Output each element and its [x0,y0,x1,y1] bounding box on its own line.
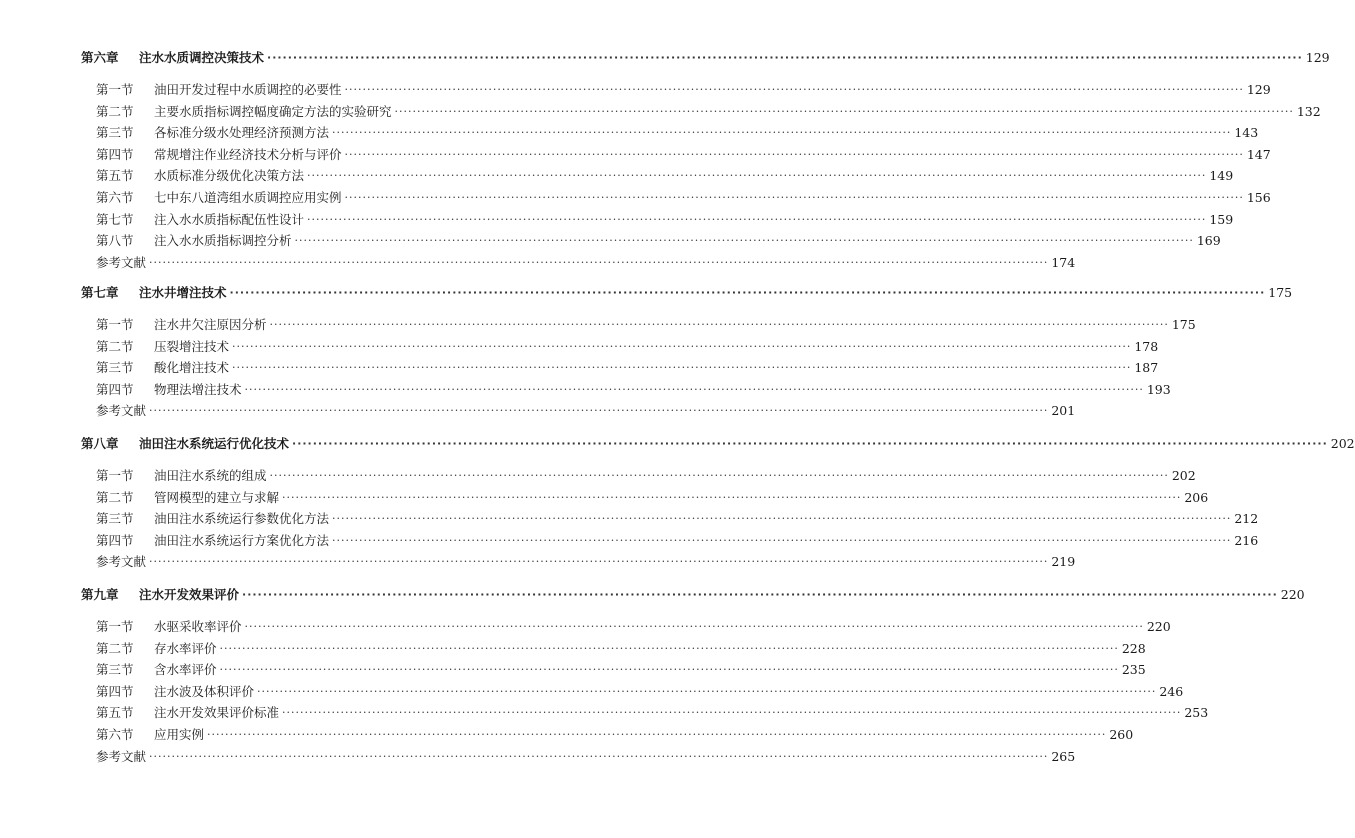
section-entry[interactable] [0,615,1171,635]
section-title: 各标准分级水处理经济预测方法 [154,125,330,141]
chapter-heading[interactable] [0,281,1293,301]
section-entry[interactable] [0,164,1234,184]
leader-dots: ········································································································································································································ [307,212,1207,226]
section-title: 注水开发效果评价标准 [154,705,280,721]
references-entry[interactable] [0,399,1076,419]
page-number: 143 [1234,125,1259,141]
page-number: 219 [1051,554,1076,570]
leader-dots: ········································································································································································································ [282,490,1182,504]
section-entry[interactable] [0,529,1259,549]
section-number: 第二节 [96,489,134,505]
page-number: 220 [1280,587,1305,602]
section-entry[interactable] [0,100,1321,120]
leader-dots: ········································································································································································································ [269,318,1169,331]
section-entry[interactable] [0,637,1146,657]
section-entry[interactable] [0,313,1196,333]
page-number: 246 [1159,683,1184,699]
page-number: 202 [1171,468,1196,483]
section-title: 主要水质指标调控幅度确定方法的实验研究 [154,103,392,119]
section-title: 常规增注作业经济技术分析与评价 [154,146,342,162]
section-title: 油田注水系统运行方案优化方法 [154,532,330,548]
section-number: 第三节 [96,662,134,678]
section-number: 第六节 [96,727,134,742]
page-number: 216 [1234,532,1259,548]
section-title: 酸化增注技术 [154,360,230,376]
section-number: 第八节 [96,233,134,249]
section-entry[interactable] [0,208,1234,228]
leader-dots: ········································································································································································································ [332,533,1232,547]
page-number: 175 [1171,317,1196,332]
section-entry[interactable] [0,680,1184,700]
section-entry[interactable] [0,335,1159,355]
section-entry[interactable] [0,464,1196,484]
page-number: 174 [1051,254,1076,270]
page-number: 169 [1196,233,1221,249]
references-entry[interactable] [0,745,1076,765]
leader-dots: ········································································································································································································ [257,684,1157,698]
section-title: 应用实例 [154,727,205,742]
section-number: 第三节 [96,360,134,376]
section-title: 注入水水质指标调控分析 [154,233,292,249]
references-entry[interactable] [0,550,1076,570]
page-number: 129 [1305,50,1330,65]
section-number: 第五节 [96,168,134,184]
section-number: 第一节 [96,317,134,332]
section-title: 水驱采收率评价 [154,619,242,634]
chapter-heading[interactable] [0,583,1305,603]
leader-dots: ········································································································································································································ [307,169,1207,183]
page-number: 201 [1051,403,1076,419]
leader-dots: ········································································································································································································ [219,641,1119,655]
section-entry[interactable] [0,229,1221,249]
page-number: 175 [1268,285,1293,300]
page-number: 265 [1051,748,1076,764]
leader-dots: ········································································································································································································ [344,147,1244,161]
section-title: 注水波及体积评价 [154,683,255,699]
leader-dots: ········································································································································································································ [149,555,1049,569]
section-number: 第二节 [96,103,134,119]
chapter-title: 注水井增注技术 [139,285,227,300]
page-number: 235 [1121,662,1146,678]
section-title: 物理法增注技术 [154,381,242,397]
leader-dots: ········································································································································································································ [242,588,1278,601]
page-number: 202 [1330,436,1355,451]
leader-dots: ········································································································································································································ [244,620,1144,633]
section-number: 第四节 [96,683,134,699]
section-entry[interactable] [0,78,1271,98]
section-number: 第一节 [96,619,134,634]
section-number: 第一节 [96,82,134,97]
leader-dots: ········································································································································································································ [344,191,1244,204]
leader-dots: ········································································································································································································ [332,126,1232,140]
page-number: 206 [1184,489,1209,505]
leader-dots: ········································································································································································································ [149,255,1049,269]
page-number: 187 [1134,360,1159,376]
section-number: 第四节 [96,532,134,548]
section-entry[interactable] [0,121,1259,141]
section-title: 油田开发过程中水质调控的必要性 [154,82,342,97]
page-number: 147 [1246,146,1271,162]
references-entry[interactable] [0,251,1076,271]
leader-dots: ········································································································································································································ [229,286,1266,299]
leader-dots: ········································································································································································································ [269,469,1169,482]
section-entry[interactable] [0,658,1146,678]
leader-dots: ········································································································································································································ [149,749,1049,763]
section-title: 注水井欠注原因分析 [154,317,267,332]
section-entry[interactable] [0,723,1134,743]
page-number: 132 [1296,103,1321,119]
leader-dots: ········································································································································································································ [244,382,1144,396]
section-number: 第三节 [96,125,134,141]
page-number: 149 [1209,168,1234,184]
leader-dots: ········································································································································································································ [332,512,1232,526]
section-number: 第五节 [96,705,134,721]
page-number: 260 [1109,727,1134,742]
section-title: 参考文献 [96,554,147,570]
page-number: 156 [1246,190,1271,205]
section-number: 第七节 [96,211,134,227]
leader-dots: ········································································································································································································ [394,104,1294,118]
section-title: 水质标准分级优化决策方法 [154,168,305,184]
leader-dots: ········································································································································································································ [344,83,1244,96]
section-title: 参考文献 [96,254,147,270]
page-number: 212 [1234,511,1259,527]
section-entry[interactable] [0,356,1159,376]
chapter-number: 第八章 [81,436,119,451]
leader-dots: ········································································································································································································ [294,234,1194,248]
page-number: 129 [1246,82,1271,97]
leader-dots: ········································································································································································································ [232,361,1132,375]
section-number: 第四节 [96,381,134,397]
chapter-number: 第七章 [81,285,119,300]
page-number: 228 [1121,640,1146,656]
section-entry[interactable] [0,507,1259,527]
leader-dots: ········································································································································································································ [219,663,1119,677]
chapter-title: 油田注水系统运行优化技术 [139,436,290,451]
section-entry[interactable] [0,701,1209,721]
chapter-number: 第六章 [81,50,119,65]
section-entry[interactable] [0,143,1271,163]
chapter-title: 注水水质调控决策技术 [139,50,265,65]
leader-dots: ········································································································································································································ [267,51,1303,64]
section-title: 参考文献 [96,748,147,764]
page-number: 178 [1134,338,1159,354]
chapter-number: 第九章 [81,587,119,602]
section-title: 油田注水系统运行参数优化方法 [154,511,330,527]
section-title: 压裂增注技术 [154,338,230,354]
leader-dots: ········································································································································································································ [232,339,1132,353]
page-number: 253 [1184,705,1209,721]
section-title: 七中东八道湾组水质调控应用实例 [154,190,342,205]
section-title: 含水率评价 [154,662,217,678]
section-number: 第六节 [96,190,134,205]
leader-dots: ········································································································································································································ [149,404,1049,418]
section-number: 第一节 [96,468,134,483]
leader-dots: ········································································································································································································ [207,728,1107,741]
section-number: 第二节 [96,338,134,354]
section-entry[interactable] [0,378,1171,398]
page-number: 159 [1209,211,1234,227]
chapter-title: 注水开发效果评价 [139,587,240,602]
section-number: 第四节 [96,146,134,162]
section-title: 参考文献 [96,403,147,419]
page-number: 193 [1146,381,1171,397]
chapter-heading[interactable] [0,46,1330,66]
section-title: 存水率评价 [154,640,217,656]
section-title: 油田注水系统的组成 [154,468,267,483]
leader-dots: ········································································································································································································ [292,437,1328,450]
leader-dots: ········································································································································································································ [282,706,1182,720]
section-entry[interactable] [0,186,1271,206]
section-number: 第三节 [96,511,134,527]
chapter-heading[interactable] [0,432,1355,452]
section-title: 管网模型的建立与求解 [154,489,280,505]
section-title: 注入水水质指标配伍性设计 [154,211,305,227]
section-entry[interactable] [0,486,1209,506]
section-number: 第二节 [96,640,134,656]
page-number: 220 [1146,619,1171,634]
